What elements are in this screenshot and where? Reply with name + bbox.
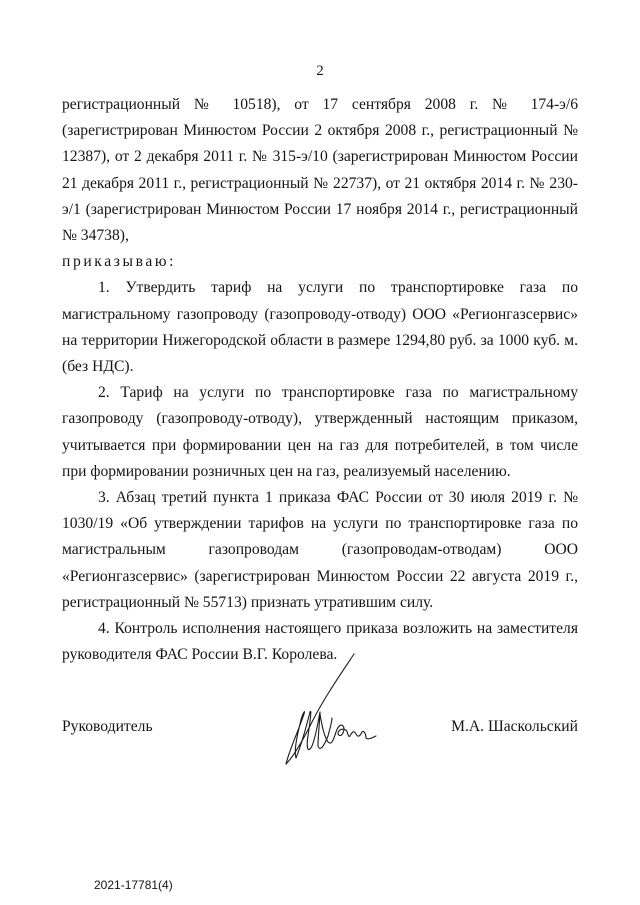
order-item-2: 2. Тариф на услуги по транспортировке газа по магистральному газопроводу (газопроводу-отводу), утвержденный настоящим приказом, учитывается при формировании цен на газ для потребителей, в том числе при формировании розничных цен на газ, реализуемый населению. <box>62 384 578 480</box>
handwritten-signature <box>272 652 382 772</box>
signatory-role: Руководитель <box>62 718 153 735</box>
intro-paragraph: регистрационный № 10518), от 17 сентября 2008 г. № 174-э/6 (зарегистрирован Минюстом России 2 октября 2008 г., регистрационный № 12387), от 2 декабря 2011 г. № 315-э/10 (зарегистрирован Минюстом России 21 декабря 2011 г., регистрационный № 22737), от 21 октября 2014 г. № 230-э/1 (зарегистрирован Минюстом России 17 ноября 2014 г., регистрационный № 34738), <box>62 96 578 245</box>
document-id: 2021-17781(4) <box>94 878 173 892</box>
order-item-1: 1. Утвердить тариф на услуги по транспортировке газа по магистральному газопроводу (газопроводу-отводу) ООО «Регионгазсервис» на территории Нижегородской области в размере 1294,80 руб. за 1000 куб. м. (без НДС). <box>62 279 578 376</box>
document-body <box>62 92 578 668</box>
signature-row <box>62 718 578 742</box>
order-word: приказываю: <box>62 253 177 271</box>
signatory-name: М.А. Шаскольский <box>451 718 578 735</box>
page-number: 2 <box>316 63 324 79</box>
order-item-3: 3. Абзац третий пункта 1 приказа ФАС России от 30 июля 2019 г. № 1030/19 «Об утверждении тарифов на услуги по транспортировке газа по магистральным газопроводам (газопроводам-отводам) ООО «Регионгазсервис» (зарегистрирован Минюстом России 22 августа 2019 г., регистрационный № 55713) признать утратившим силу. <box>62 489 578 611</box>
order-item-4: 4. Контроль исполнения настоящего приказа возложить на заместителя руководителя ФАС России В.Г. Королева. <box>62 620 578 664</box>
